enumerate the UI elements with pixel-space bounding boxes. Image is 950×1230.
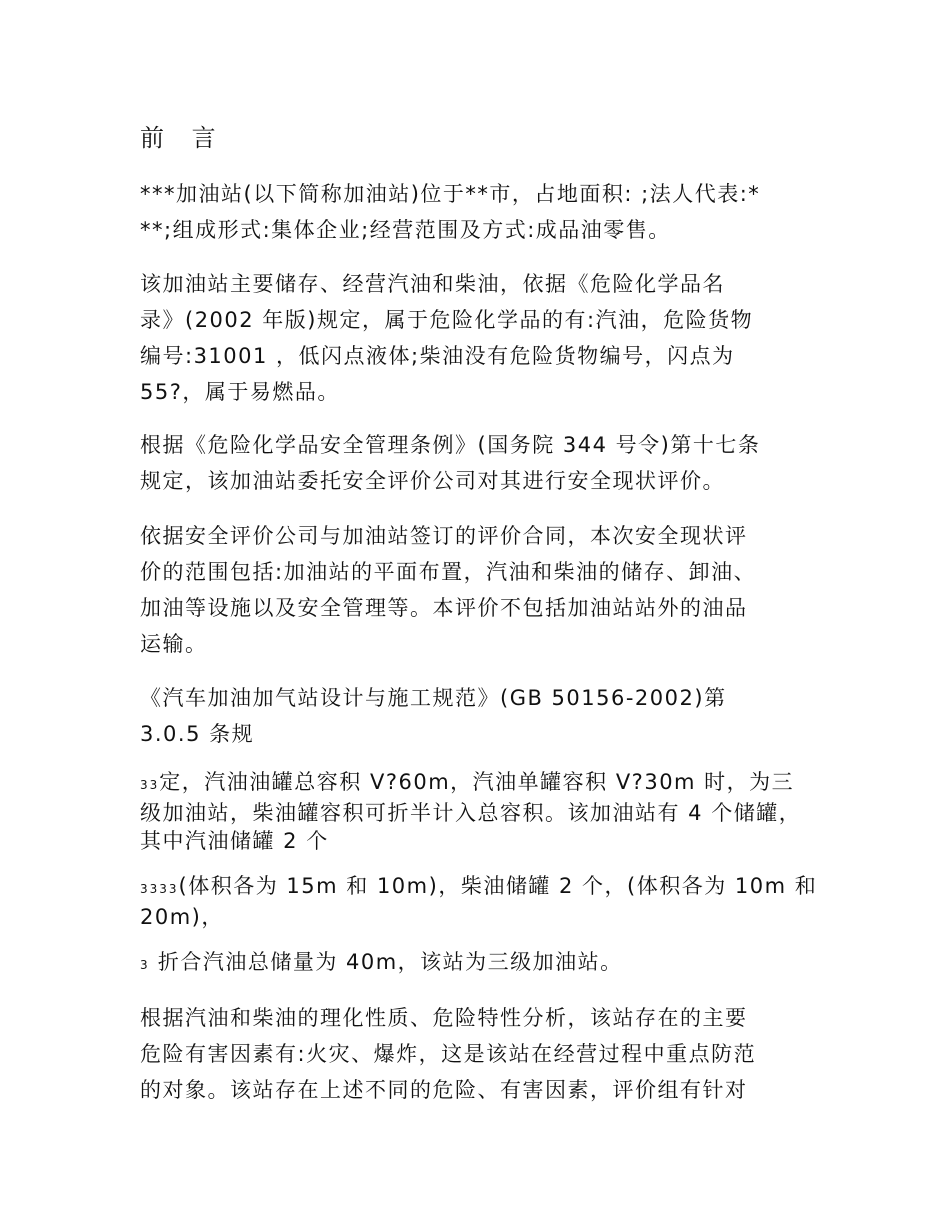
text-line: 编号:31001 ，低闪点液体;柴油没有危险货物编号，闪点为 <box>140 344 735 368</box>
text-line <box>140 768 820 799</box>
text-line: 20m)， <box>140 905 224 929</box>
text-line: 《汽车加油加气站设计与施工规范》(GB 50156-2002)第 <box>140 686 727 710</box>
paragraph-scope <box>140 518 820 662</box>
paragraph-standard-reference <box>140 680 820 752</box>
text-line <box>140 872 820 903</box>
text-fragment: (体积各为 15m 和 10m)，柴油储罐 2 个，(体积各为 10m 和 <box>178 874 818 898</box>
paragraph-hazardous-chemicals <box>140 266 820 410</box>
text-line: ***加油站(以下简称加油站)位于**市，占地面积: ;法人代表:* <box>140 182 761 206</box>
page-title: 前 言 <box>140 124 226 152</box>
text-line: 依据安全评价公司与加油站签订的评价合同，本次安全现状评 <box>140 524 748 548</box>
text-line: **;组成形式:集体企业;经营范围及方式:成品油零售。 <box>140 218 671 242</box>
text-line: 规定，该加油站委托安全评价公司对其进行安全现状评价。 <box>140 469 725 493</box>
text-line: 该加油站主要储存、经营汽油和柴油，依据《危险化学品名 <box>140 272 725 296</box>
text-line: 价的范围包括:加油站的平面布置，汽油和柴油的储存、卸油、 <box>140 560 757 584</box>
text-line: 危险有害因素有:火灾、爆炸，这是该站在经营过程中重点防范 <box>140 1042 757 1066</box>
text-line: 加油等设施以及安全管理等。本评价不包括加油站站外的油品 <box>140 596 748 620</box>
text-line: 级加油站，柴油罐容积可折半计入总容积。该加油站有 4 个储罐， <box>140 801 802 825</box>
paragraph-intro <box>140 176 820 248</box>
superscript-text: 3333 <box>140 882 179 896</box>
text-line <box>140 948 820 979</box>
text-line: 的对象。该站存在上述不同的危险、有害因素，评价组有针对 <box>140 1078 748 1102</box>
text-line: 录》(2002 年版)规定，属于危险化学品的有:汽油，危险货物 <box>140 308 754 332</box>
superscript-text: 3 <box>140 958 150 972</box>
text-line: 运输。 <box>140 632 208 656</box>
paragraph-total-storage <box>140 948 820 979</box>
text-line: 其中汽油储罐 2 个 <box>140 829 329 853</box>
text-line: 3.0.5 条规 <box>140 722 255 746</box>
paragraph-regulation <box>140 427 820 499</box>
text-fragment: 定，汽油油罐总容积 V?60m，汽油单罐容积 V?30m 时，为三 <box>159 770 795 794</box>
text-fragment: 折合汽油总储量为 40m，该站为三级加油站。 <box>149 950 623 974</box>
text-line: 根据汽油和柴油的理化性质、危险特性分析，该站存在的主要 <box>140 1006 748 1030</box>
paragraph-tank-capacity <box>140 768 820 855</box>
superscript-text: 33 <box>140 778 160 792</box>
text-line: 根据《危险化学品安全管理条例》(国务院 344 号令)第十七条 <box>140 433 761 457</box>
text-line: 55?，属于易燃品。 <box>140 380 340 404</box>
paragraph-hazard-analysis <box>140 1000 820 1108</box>
paragraph-tank-volumes <box>140 872 820 931</box>
